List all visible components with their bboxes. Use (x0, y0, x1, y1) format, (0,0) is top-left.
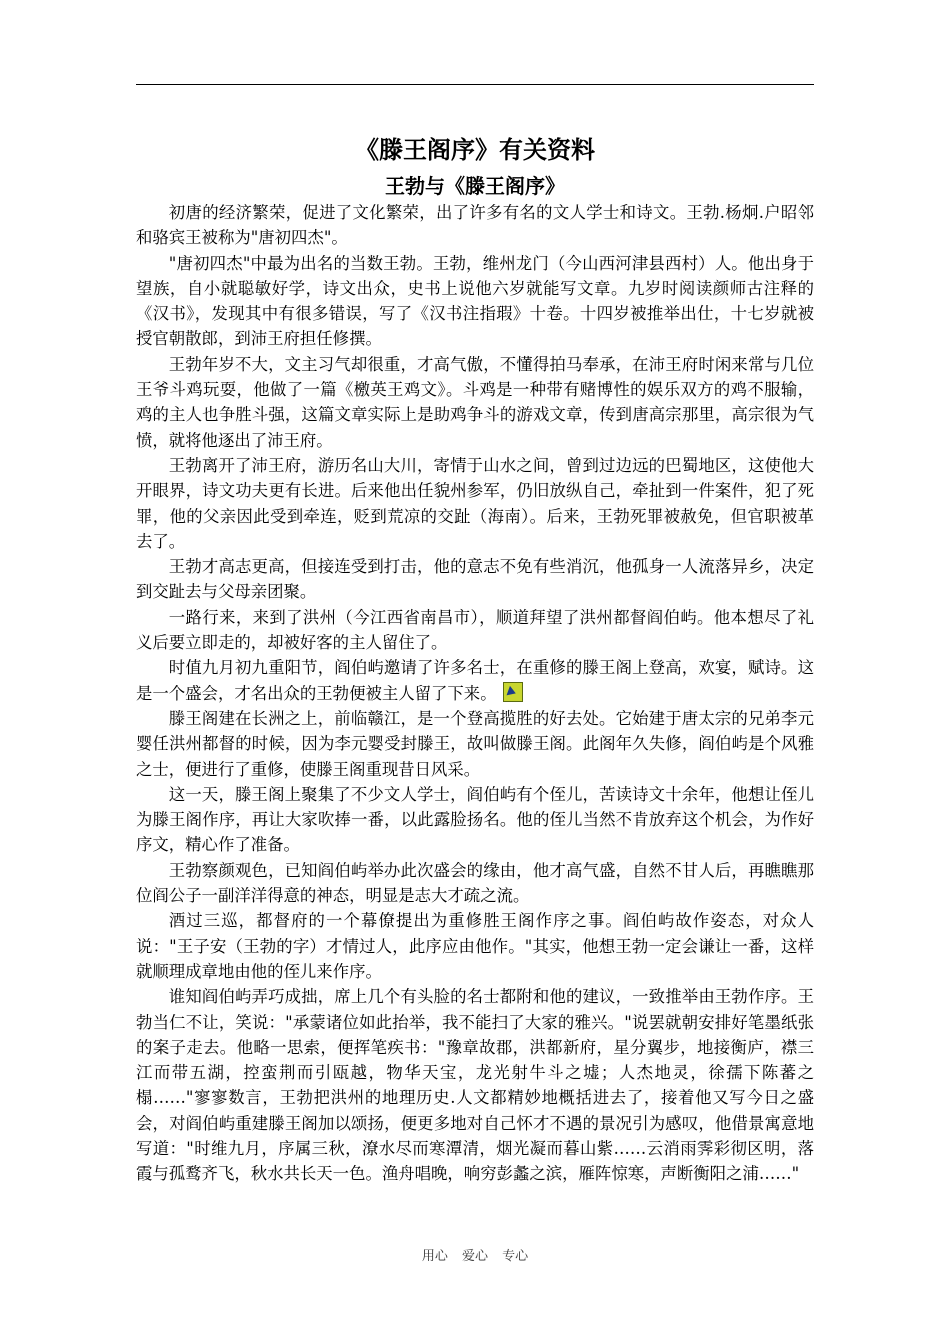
footer-word: 爱心 (461, 1249, 488, 1264)
paragraph-7 (136, 655, 814, 706)
paragraph-1: 初唐的经济繁荣，促进了文化繁荣，出了许多有名的文人学士和诗文。王勃.杨炯.户昭邻和骆宾王被称为"唐初四杰"。 (136, 203, 814, 248)
paragraph-6: 一路行来，来到了洪州（今江西省南昌市），顺道拜望了洪州都督阎伯屿。他本想尽了礼义后要立即走的，却被好客的主人留住了。 (136, 607, 814, 653)
paragraph-10: 王勃察颜观色，已知阎伯屿举办此次盛会的缘由，他才高气盛，自然不甘人后，再瞧瞧那位阎公子一副洋洋得意的神态，明显是志大才疏之流。 (136, 860, 814, 906)
paragraph-5: 王勃才高志更高，但接连受到打击，他的意志不免有些消沉，他孤身一人流落异乡，决定到交趾去与父母亲团聚。 (136, 557, 814, 602)
header-rule (136, 84, 814, 85)
footer-word: 用心 (421, 1249, 448, 1264)
speaker-arrow-icon[interactable] (503, 682, 523, 702)
paragraph-7-text: 时值九月初九重阳节，阎伯屿邀请了许多名士，在重修的滕王阁上登高，欢宴，赋诗。这是一个盛会，才名出众的王勃便被主人留了下来。 (136, 658, 814, 703)
page-footer (136, 1248, 814, 1266)
article-body (136, 200, 814, 1187)
footer-word: 专心 (502, 1249, 529, 1264)
paragraph-12: 谁知阎伯屿弄巧成拙，席上几个有头脸的名士都附和他的建议，一致推举由王勃作序。王勃当仁不让，笑说："承蒙诸位如此抬举，我不能扫了大家的雅兴。"说罢就朝安排好笔墨纸张的案子走去。他略一思索，便挥笔疾书："豫章故郡，洪都新府，星分翼步，地接衡庐，襟三江而带五湖，控蛮荆而引瓯越，物华天宝，龙光射牛斗之墟；人杰地灵，徐孺下陈蕃之榻……"寥寥数言，王勃把洪州的地理历史.人文都精妙地概括进去了，接着他又写今日之盛会，对阎伯屿重建滕王阁加以颂扬，便更多地对自己怀才不遇的景况引为感叹，他借景寓意地写道："时维九月，序属三秋，潦水尽而寒潭清，烟光凝而暮山紫……云消雨霁彩彻区明，落霞与孤鹜齐飞，秋水共长天一色。渔舟唱晚，响穷彭蠡之滨，雁阵惊寒，声断衡阳之浦……" (136, 987, 814, 1184)
paragraph-2: "唐初四杰"中最为出名的当数王勃。王勃，维州龙门（今山西河津县西村）人。他出身于望族，自小就聪敏好学，诗文出众，史书上说他六岁就能写文章。九岁时阅读颜师古注释的《汉书》，发现其中有很多错误，写了《汉书注指瑕》十卷。十四岁被推举出仕，十七岁就被授官朝散郎，到沛王府担任修撰。 (136, 253, 814, 349)
paragraph-8: 滕王阁建在长洲之上，前临赣江，是一个登高揽胜的好去处。它始建于唐太宗的兄弟李元婴任洪州都督的时候，因为李元婴受封滕王，故叫做滕王阁。此阁年久失修，阎伯屿是个风雅之士，便进行了重修，使滕王阁重现昔日风采。 (136, 708, 814, 779)
paragraph-3: 王勃年岁不大，文主习气却很重，才高气傲，不懂得拍马奉承，在沛王府时闲来常与几位王爷斗鸡玩耍，他做了一篇《檄英王鸡文》。斗鸡是一种带有赌博性的娱乐双方的鸡不服输，鸡的主人也争胜斗强，这篇文章实际上是助鸡争斗的游戏文章，传到唐高宗那里，高宗很为气愤，就将他逐出了沛王府。 (136, 354, 814, 450)
page-subtitle: 王勃与《滕王阁序》 (385, 174, 565, 198)
paragraph-11: 酒过三巡，都督府的一个幕僚提出为重修胜王阁作序之事。阎伯屿故作姿态，对众人说："王子安（王勃的字）才情过人，此序应由他作。"其实，他想王勃一定会谦让一番，这样就顺理成章地由他的侄儿来作序。 (136, 911, 814, 981)
paragraph-4: 王勃离开了沛王府，游历名山大川，寄情于山水之间，曾到过边远的巴蜀地区，这使他大开眼界，诗文功夫更有长进。后来他出任貌州参军，仍旧放纵自己，牵扯到一件案件，犯了死罪，他的父亲因此受到牵连，贬到荒凉的交趾（海南）。后来，王勃死罪被赦免，但官职被革去了。 (136, 455, 814, 551)
paragraph-9: 这一天，滕王阁上聚集了不少文人学士，阎伯屿有个侄儿，苦读诗文十余年，他想让侄儿为滕王阁作序，再让大家吹捧一番，以此露脸扬名。他的侄儿当然不肯放弃这个机会，为作好序文，精心作了准备。 (136, 784, 814, 855)
page-title: 《滕王阁序》有关资料 (355, 135, 595, 164)
